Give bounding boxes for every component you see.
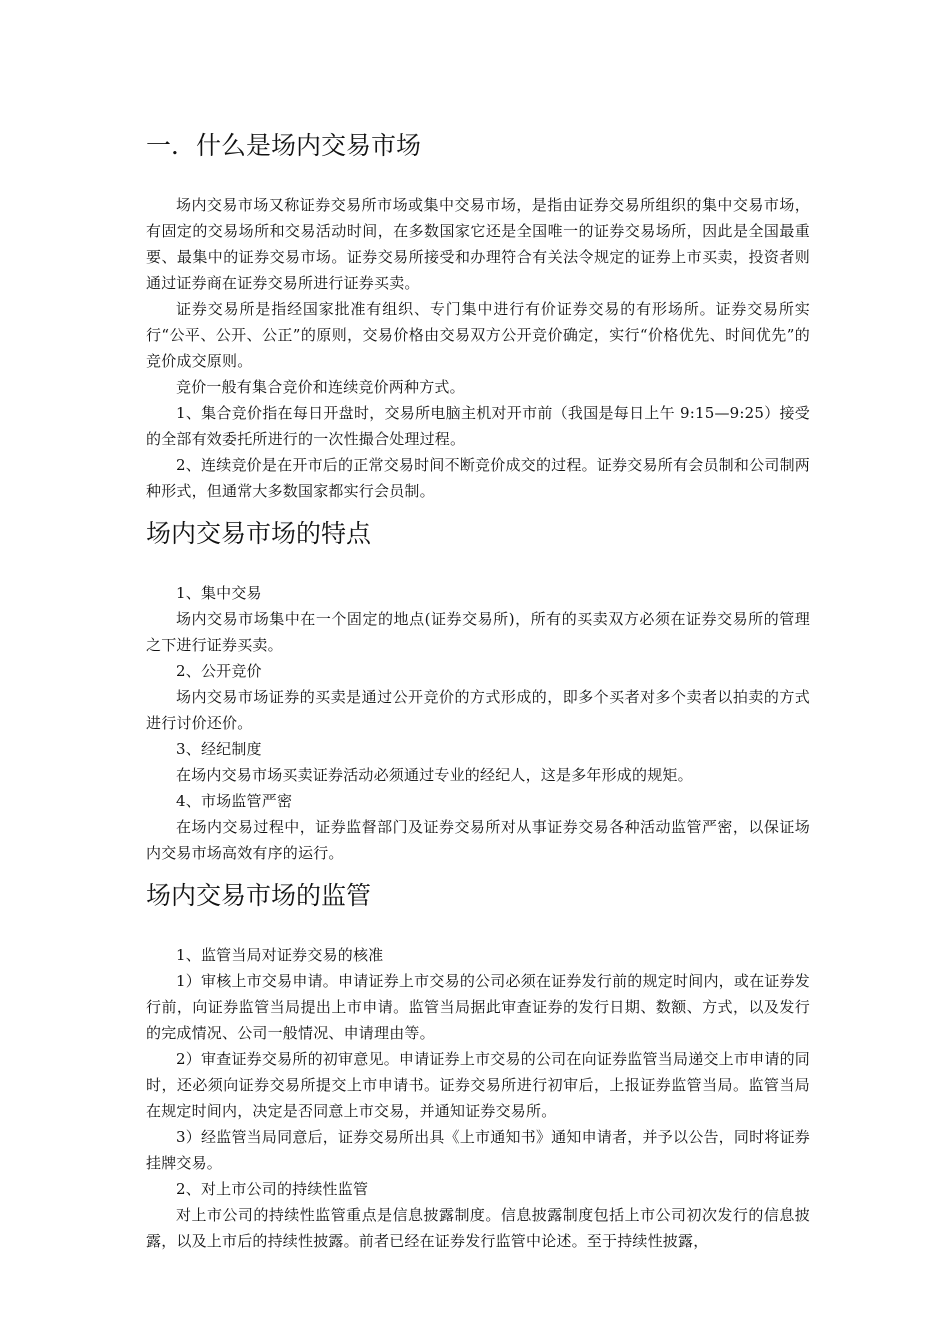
section-title: 一．什么是场内交易市场 <box>146 131 422 160</box>
paragraph: 在场内交易市场买卖证券活动必须通过专业的经纪人，这是多年形成的规矩。 <box>176 766 693 784</box>
paragraph: 2）审查证券交易所的初审意见。申请证券上市交易的公司在向证券监管当局递交上市申请的同时，还必须向证券交易所提交上市申请书。证券交易所进行初审后，上报证券监管当局。监管当局在规定时间内，决定是否同意上市交易，并通知证券交易所。 <box>146 1050 810 1120</box>
list-heading: 2、公开竞价 <box>176 662 262 680</box>
paragraph: 1、集合竞价指在每日开盘时，交易所电脑主机对开市前（我国是每日上午 9:15—9:25）接受的全部有效委托所进行的一次性撮合处理过程。 <box>146 404 810 448</box>
paragraph: 在场内交易过程中，证券监督部门及证券交易所对从事证券交易各种活动监管严密，以保证场内交易市场高效有序的运行。 <box>146 818 810 862</box>
paragraph: 场内交易市场又称证券交易所市场或集中交易市场，是指由证券交易所组织的集中交易市场，有固定的交易场所和交易活动时间，在多数国家它还是全国唯一的证券交易场所，因此是全国最重要、最集中的证券交易市场。证券交易所接受和办理符合有关法令规定的证券上市买卖，投资者则通过证券商在证券交易所进行证券买卖。 <box>146 196 810 292</box>
paragraph: 场内交易市场证券的买卖是通过公开竞价的方式形成的，即多个买者对多个卖者以拍卖的方式进行讨价还价。 <box>146 688 810 732</box>
paragraph: 3）经监管当局同意后，证券交易所出具《上市通知书》通知申请者，并予以公告，同时将证券挂牌交易。 <box>146 1128 810 1172</box>
paragraph: 1）审核上市交易申请。申请证券上市交易的公司必须在证券发行前的规定时间内，或在证券发行前，向证券监管当局提出上市申请。监管当局据此审查证券的发行日期、数额、方式，以及发行的完成情况、公司一般情况、申请理由等。 <box>146 972 810 1042</box>
paragraph: 竞价一般有集合竞价和连续竞价两种方式。 <box>176 378 465 396</box>
list-heading: 2、对上市公司的持续性监管 <box>176 1180 369 1198</box>
list-heading: 1、监管当局对证券交易的核准 <box>176 946 384 964</box>
paragraph: 场内交易市场集中在一个固定的地点(证券交易所)，所有的买卖双方必须在证券交易所的管理之下进行证券买卖。 <box>146 610 810 654</box>
paragraph: 证券交易所是指经国家批准有组织、专门集中进行有价证券交易的有形场所。证券交易所实行“公平、公开、公正”的原则，交易价格由交易双方公开竞价确定，实行“价格优先、时间优先”的竞价成交原则。 <box>146 300 810 370</box>
section-title: 场内交易市场的特点 <box>146 519 372 548</box>
list-heading: 4、市场监管严密 <box>176 792 293 810</box>
list-heading: 1、集中交易 <box>176 584 262 602</box>
section-market-supervision <box>146 878 810 1254</box>
paragraph: 对上市公司的持续性监管重点是信息披露制度。信息披露制度包括上市公司初次发行的信息披露，以及上市后的持续性披露。前者已经在证券发行监管中论述。至于持续性披露， <box>146 1206 810 1250</box>
section-market-features <box>146 516 810 866</box>
section-what-is-exchange-market <box>146 128 810 504</box>
paragraph: 2、连续竞价是在开市后的正常交易时间不断竞价成交的过程。证券交易所有会员制和公司制两种形式，但通常大多数国家都实行会员制。 <box>146 456 810 500</box>
document-page <box>146 128 810 1254</box>
section-title: 场内交易市场的监管 <box>146 881 372 910</box>
list-heading: 3、经纪制度 <box>176 740 262 758</box>
